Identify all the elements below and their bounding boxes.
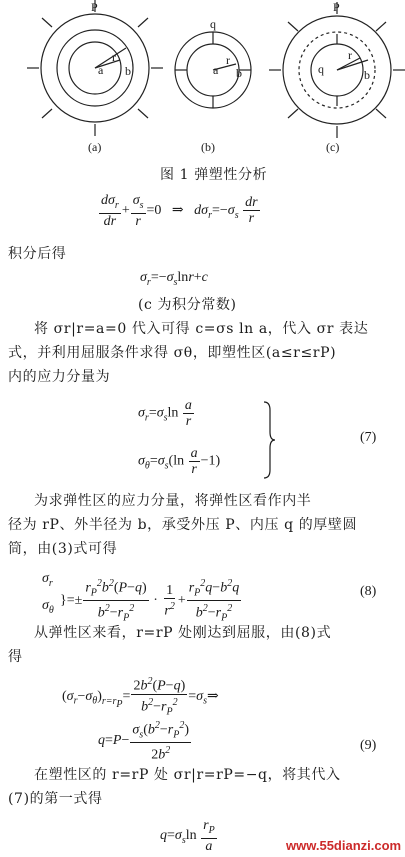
eq-final: $q=\sigma_s\ln$ $\frac{r_P}{a}$ (160, 818, 215, 854)
eq9-line2: q=P− $\frac{\sigma_s(b^2-r_P^2)}{2b^2}$ (98, 720, 189, 764)
para3-line2: 得 (8, 649, 23, 665)
eq-differential: $\frac{d\sigma_r}{dr}$ + $\frac{\sigma_s}{r}$ =0 ⇒ $d\sigma_r=-\sigma_s$ $\frac{dr}{r}$ (101, 193, 258, 229)
para1-line1: 将 σr|r=a=0 代入可得 c=σs ln a，代入 σr 表达 (34, 321, 369, 337)
eq7-number: (7) (360, 430, 377, 445)
label-c-b: b (364, 68, 370, 82)
label-c-q: q (318, 62, 324, 76)
eq9-line1: $(\sigma_r-\sigma_\theta)_{r=r_P}=$ $\frac{2b^2(P-q)}{b^2-r_P^2}$ $=\sigma_s\Rightarrow$ (62, 676, 219, 718)
label-c-r: r (348, 48, 352, 62)
eq7-line1: $\sigma_r=\sigma_s\ln$ $\frac{a}{r}$ (138, 398, 192, 429)
caption-c: (c) (326, 140, 340, 154)
watermark: www.55dianzi.com (286, 838, 402, 853)
para2-line1: 为求弹性区的应力分量，将弹性区看作内半 (34, 493, 312, 509)
label-a-b: b (125, 64, 131, 78)
label-a-a: a (98, 63, 104, 77)
text-constant-note: (c 为积分常数) (138, 297, 237, 313)
para4-line1: 在塑性区的 r=rP 处 σr|r=rP=−q，将其代入 (34, 767, 341, 783)
panel-a (27, 0, 163, 136)
eq9-number: (9) (360, 738, 377, 753)
caption-b: (b) (201, 140, 215, 154)
caption-a: (a) (88, 140, 102, 154)
para2-line3: 筒，由(3)式可得 (8, 541, 118, 557)
eq7-line2: $\sigma_\theta=\sigma_s(\ln$ $\frac{a}{r}$ −1) (138, 446, 221, 477)
eq7-brace (262, 400, 276, 480)
eq-integral: $\sigma_r=-\sigma_s\ln r+c$ (140, 270, 208, 288)
label-b-a: a (213, 63, 219, 77)
label-b-b: b (236, 66, 242, 80)
label-a-r: r (112, 50, 116, 64)
figure-title: 图 1 弹塑性分析 (160, 167, 268, 183)
eq8-lhs: $\sigma_r$ $\sigma_\theta$ (42, 571, 54, 616)
label-b-q: q (210, 17, 216, 31)
para4-line2: (7)的第一式得 (8, 791, 103, 807)
label-c-P: P (333, 0, 340, 14)
eq8-body: }=± $\frac{r_P^2b^2(P-q)}{b^2-r_P^2}$ · $\frac{1}{r^2}$ + $\frac{r_P^2q-b^2q}{b^2-r_P^2}$ (60, 578, 240, 624)
label-b-r: r (226, 53, 230, 67)
para1-line3: 内的应力分量为 (8, 369, 111, 385)
para1-line2: 式，并利用屈服条件求得 σθ，即塑性区(a≤r≤rP) (8, 345, 337, 361)
eq8-number: (8) (360, 584, 377, 599)
panel-c (269, 2, 405, 138)
text-integral-note: 积分后得 (8, 246, 67, 262)
label-a-P: P (91, 0, 98, 14)
para2-line2: 径为 rP、外半径为 b，承受外压 P、内压 q 的厚壁圆 (8, 517, 358, 533)
para3-line1: 从弹性区来看，r=rP 处刚达到屈服，由(8)式 (34, 625, 332, 641)
